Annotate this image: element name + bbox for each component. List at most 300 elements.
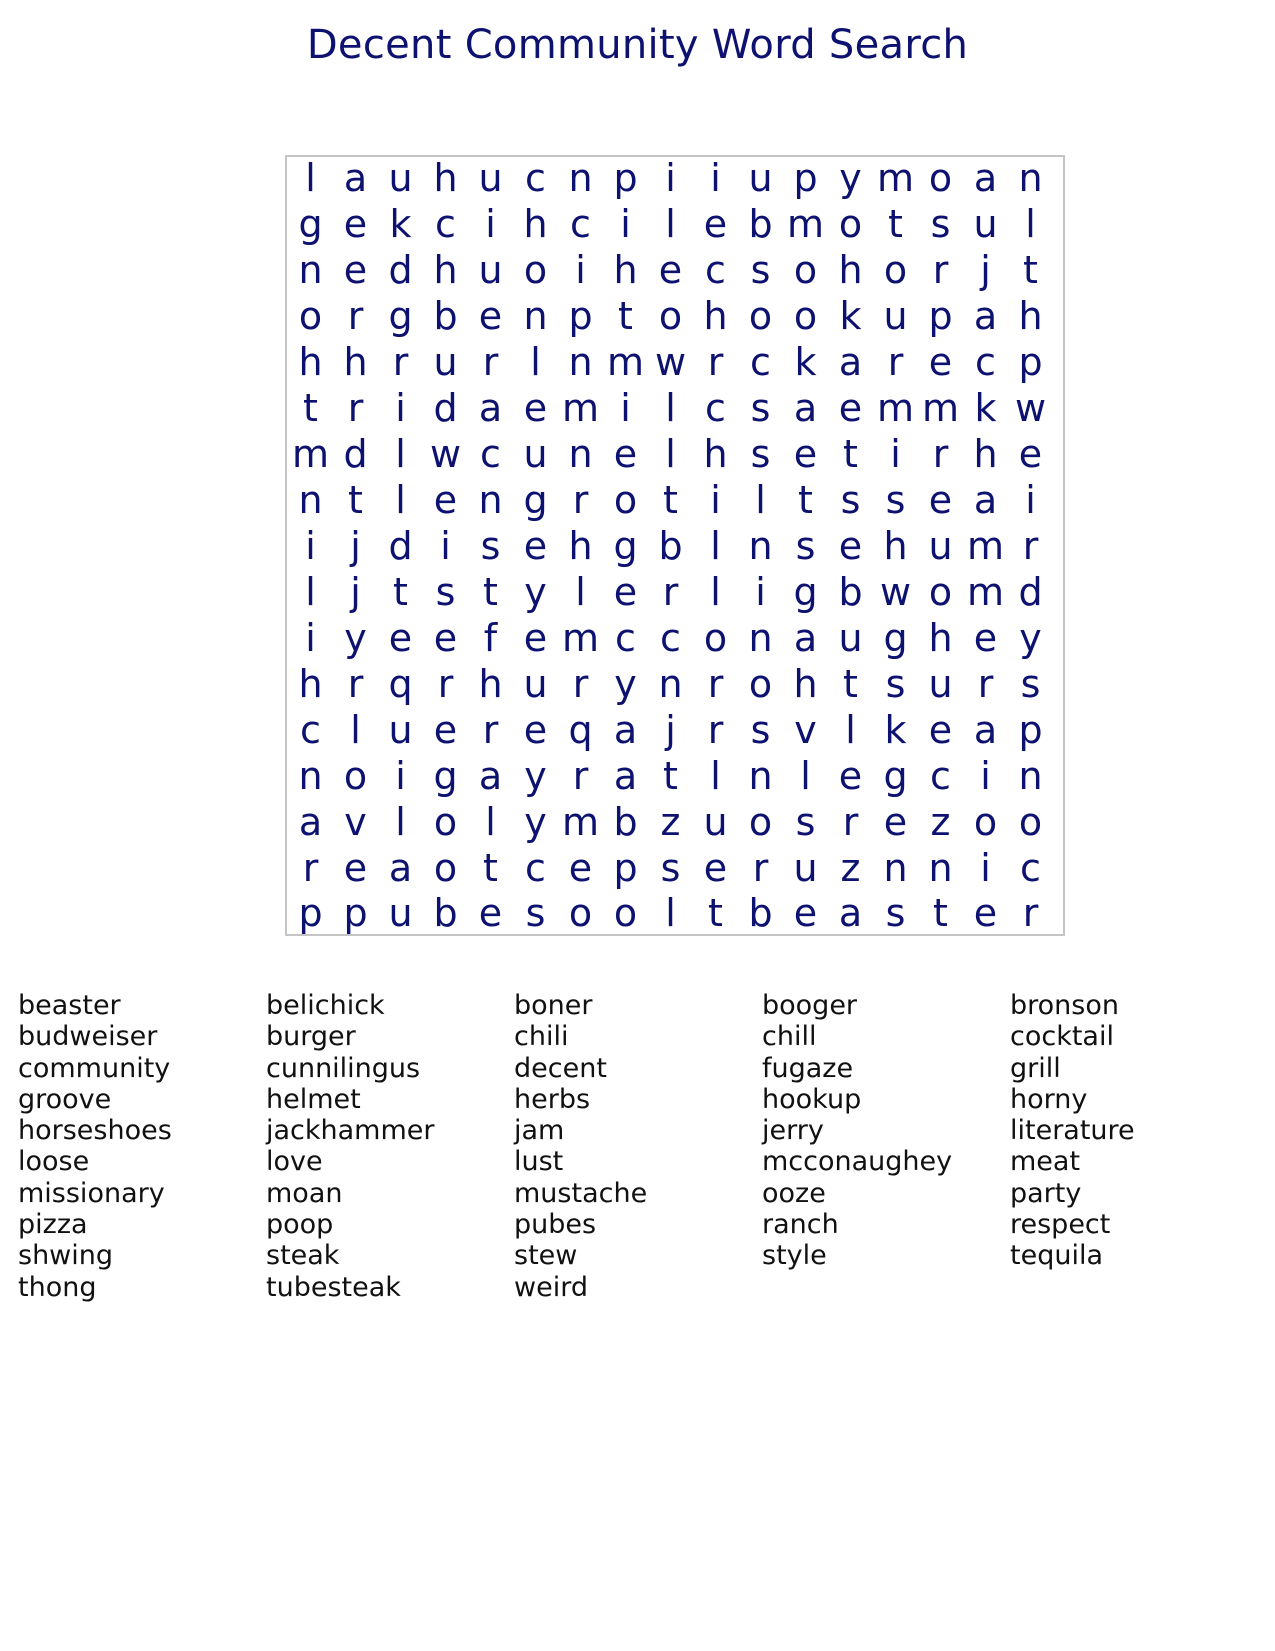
grid-letter[interactable]: l xyxy=(395,432,406,477)
grid-letter[interactable]: j xyxy=(665,707,676,752)
grid-letter[interactable]: t xyxy=(798,478,813,523)
grid-letter[interactable]: l xyxy=(800,753,811,798)
grid-letter[interactable]: n xyxy=(298,248,323,293)
grid-letter[interactable]: r xyxy=(572,753,589,798)
grid-letter[interactable]: c xyxy=(930,753,951,798)
grid-letter[interactable]: c xyxy=(705,248,726,293)
grid-letter[interactable]: l xyxy=(710,523,721,568)
grid-letter[interactable]: w xyxy=(1014,386,1047,431)
grid-row xyxy=(288,707,1053,753)
grid-letter[interactable]: e xyxy=(928,340,953,385)
grid-letter[interactable]: a xyxy=(838,891,863,936)
grid-letter[interactable]: a xyxy=(973,478,998,523)
grid-letter[interactable]: u xyxy=(478,248,503,293)
grid-letter[interactable]: i xyxy=(440,523,451,568)
grid-letter[interactable]: a xyxy=(613,707,638,752)
grid-letter[interactable]: m xyxy=(561,615,600,660)
grid-letter[interactable]: m xyxy=(561,799,600,844)
grid-letter[interactable]: o xyxy=(433,845,458,890)
grid-letter[interactable]: h xyxy=(883,523,908,568)
grid-letter[interactable]: s xyxy=(750,432,771,477)
grid-letter[interactable]: g xyxy=(883,615,908,660)
grid-letter[interactable]: h xyxy=(298,661,323,706)
grid-letter[interactable]: h xyxy=(478,661,503,706)
grid-letter[interactable]: t xyxy=(483,569,498,614)
grid-letter[interactable]: i xyxy=(485,202,496,247)
grid-letter[interactable]: a xyxy=(478,386,503,431)
grid-letter[interactable]: s xyxy=(750,386,771,431)
grid-letter[interactable]: i xyxy=(1025,478,1036,523)
grid-letter[interactable]: p xyxy=(613,156,638,201)
grid-letter[interactable]: h xyxy=(793,661,818,706)
grid-letter[interactable]: p xyxy=(613,845,638,890)
grid-letter[interactable]: o xyxy=(748,799,773,844)
grid-letter[interactable]: y xyxy=(839,156,862,201)
grid-letter[interactable]: w xyxy=(429,432,462,477)
grid-letter[interactable]: e xyxy=(388,615,413,660)
grid-letter[interactable]: i xyxy=(575,248,586,293)
grid-letter[interactable]: m xyxy=(966,523,1005,568)
grid-letter[interactable]: e xyxy=(838,753,863,798)
grid-letter[interactable]: r xyxy=(1022,891,1039,936)
grid-letter[interactable]: n xyxy=(568,432,593,477)
word-list-item: moan xyxy=(266,1177,343,1209)
grid-letter[interactable]: r xyxy=(302,845,319,890)
grid-letter[interactable]: r xyxy=(347,294,364,339)
grid-letter[interactable]: p xyxy=(1018,707,1043,752)
grid-letter[interactable]: b xyxy=(838,569,863,614)
grid-letter[interactable]: i xyxy=(305,523,316,568)
grid-letter[interactable]: t xyxy=(1023,248,1038,293)
grid-letter[interactable]: r xyxy=(752,845,769,890)
grid-letter[interactable]: i xyxy=(305,615,316,660)
grid-letter[interactable]: l xyxy=(395,799,406,844)
grid-letter[interactable]: a xyxy=(973,156,998,201)
grid-letter[interactable]: e xyxy=(613,569,638,614)
grid-letter[interactable]: b xyxy=(433,294,458,339)
grid-letter[interactable]: e xyxy=(793,891,818,936)
grid-letter[interactable]: n xyxy=(1018,753,1043,798)
grid-letter[interactable]: u xyxy=(478,156,503,201)
grid-letter[interactable]: s xyxy=(795,523,816,568)
grid-letter[interactable]: k xyxy=(839,294,862,339)
grid-letter[interactable]: l xyxy=(305,569,316,614)
grid-letter[interactable]: r xyxy=(572,478,589,523)
grid-letter[interactable]: o xyxy=(838,202,863,247)
grid-letter[interactable]: e xyxy=(433,615,458,660)
grid-letter[interactable]: r xyxy=(392,340,409,385)
grid-letter[interactable]: l xyxy=(1025,202,1036,247)
grid-letter[interactable]: r xyxy=(707,707,724,752)
grid-letter[interactable]: s xyxy=(930,202,951,247)
grid-letter[interactable]: s xyxy=(435,569,456,614)
grid-letter[interactable]: e xyxy=(883,799,908,844)
grid-letter[interactable]: r xyxy=(437,661,454,706)
grid-row xyxy=(288,891,1053,937)
grid-letter[interactable]: o xyxy=(658,294,683,339)
grid-letter[interactable]: n xyxy=(883,845,908,890)
grid-letter[interactable]: i xyxy=(890,432,901,477)
grid-letter[interactable]: e xyxy=(568,845,593,890)
grid-letter[interactable]: y xyxy=(344,615,367,660)
grid-letter[interactable]: e xyxy=(433,478,458,523)
grid-letter[interactable]: l xyxy=(845,707,856,752)
grid-letter[interactable]: j xyxy=(980,248,991,293)
grid-letter[interactable]: h xyxy=(433,248,458,293)
grid-letter[interactable]: s xyxy=(885,661,906,706)
grid-letter[interactable]: e xyxy=(523,386,548,431)
grid-letter[interactable]: t xyxy=(348,478,363,523)
grid-letter[interactable]: y xyxy=(524,799,547,844)
grid-letter[interactable]: e xyxy=(478,294,503,339)
grid-letter[interactable]: i xyxy=(980,753,991,798)
grid-letter[interactable]: h xyxy=(703,432,728,477)
grid-letter[interactable]: y xyxy=(1019,615,1042,660)
grid-letter[interactable]: s xyxy=(750,248,771,293)
grid-letter[interactable]: e xyxy=(343,202,368,247)
grid-letter[interactable]: e xyxy=(793,432,818,477)
grid-letter[interactable]: h xyxy=(433,156,458,201)
grid-letter[interactable]: t xyxy=(393,569,408,614)
grid-letter[interactable]: u xyxy=(748,156,773,201)
grid-letter[interactable]: i xyxy=(620,386,631,431)
word-list-item: stew xyxy=(514,1240,578,1272)
grid-letter[interactable]: r xyxy=(572,661,589,706)
grid-letter[interactable]: o xyxy=(1018,799,1043,844)
grid-letter[interactable]: n xyxy=(523,294,548,339)
grid-letter[interactable]: l xyxy=(305,156,316,201)
grid-letter[interactable]: i xyxy=(665,156,676,201)
grid-letter[interactable]: d xyxy=(388,248,413,293)
grid-letter[interactable]: r xyxy=(887,340,904,385)
grid-letter[interactable]: u xyxy=(883,294,908,339)
grid-letter[interactable]: e xyxy=(928,707,953,752)
grid-letter[interactable]: e xyxy=(613,432,638,477)
grid-letter[interactable]: i xyxy=(620,202,631,247)
grid-letter[interactable]: m xyxy=(291,432,330,477)
grid-letter[interactable]: t xyxy=(708,891,723,936)
grid-letter[interactable]: a xyxy=(478,753,503,798)
grid-letter[interactable]: e xyxy=(1018,432,1043,477)
grid-letter[interactable]: a xyxy=(298,799,323,844)
grid-letter[interactable]: y xyxy=(524,569,547,614)
grid-letter[interactable]: c xyxy=(750,340,771,385)
grid-letter[interactable]: j xyxy=(350,569,361,614)
grid-letter[interactable]: o xyxy=(748,661,773,706)
grid-letter[interactable]: e xyxy=(478,891,503,936)
grid-letter[interactable]: l xyxy=(575,569,586,614)
grid-letter[interactable]: g xyxy=(883,753,908,798)
grid-letter[interactable]: n xyxy=(748,753,773,798)
grid-letter[interactable]: l xyxy=(710,753,721,798)
grid-letter[interactable]: r xyxy=(842,799,859,844)
grid-letter[interactable]: c xyxy=(300,707,321,752)
grid-letter[interactable]: s xyxy=(525,891,546,936)
grid-letter[interactable]: w xyxy=(654,340,687,385)
grid-letter[interactable]: p xyxy=(568,294,593,339)
grid-letter[interactable]: w xyxy=(879,569,912,614)
grid-letter[interactable]: l xyxy=(395,478,406,523)
grid-letter[interactable]: u xyxy=(838,615,863,660)
grid-letter[interactable]: n xyxy=(658,661,683,706)
grid-letter[interactable]: u xyxy=(793,845,818,890)
grid-letter[interactable]: k xyxy=(389,202,412,247)
grid-letter[interactable]: c xyxy=(705,386,726,431)
grid-letter[interactable]: u xyxy=(388,156,413,201)
grid-letter[interactable]: u xyxy=(973,202,998,247)
grid-letter[interactable]: b xyxy=(433,891,458,936)
grid-letter[interactable]: o xyxy=(928,156,953,201)
grid-letter[interactable]: t xyxy=(888,202,903,247)
grid-letter[interactable]: u xyxy=(928,523,953,568)
grid-letter[interactable]: n xyxy=(298,478,323,523)
grid-letter[interactable]: a xyxy=(973,707,998,752)
grid-letter[interactable]: m xyxy=(786,202,825,247)
grid-letter[interactable]: o xyxy=(883,248,908,293)
grid-letter[interactable]: m xyxy=(921,386,960,431)
grid-letter[interactable]: c xyxy=(570,202,591,247)
word-list-item: lust xyxy=(514,1146,564,1178)
grid-letter[interactable]: g xyxy=(523,478,548,523)
grid-letter[interactable]: o xyxy=(613,478,638,523)
word-column xyxy=(266,990,514,1303)
grid-letter[interactable]: o xyxy=(298,294,323,339)
grid-letter[interactable]: g xyxy=(793,569,818,614)
grid-letter[interactable]: o xyxy=(748,294,773,339)
grid-letter[interactable]: l xyxy=(350,707,361,752)
grid-letter[interactable]: i xyxy=(395,753,406,798)
grid-letter[interactable]: s xyxy=(885,891,906,936)
grid-letter[interactable]: h xyxy=(1018,294,1043,339)
grid-letter[interactable]: u xyxy=(388,707,413,752)
grid-letter[interactable]: a xyxy=(613,753,638,798)
grid-letter[interactable]: r xyxy=(482,340,499,385)
grid-letter[interactable]: t xyxy=(843,432,858,477)
grid-letter[interactable]: e xyxy=(838,523,863,568)
grid-letter[interactable]: e xyxy=(523,523,548,568)
grid-letter[interactable]: z xyxy=(930,799,951,844)
grid-letter[interactable]: t xyxy=(618,294,633,339)
grid-letter[interactable]: n xyxy=(748,523,773,568)
grid-letter[interactable]: r xyxy=(482,707,499,752)
grid-letter[interactable]: p xyxy=(1018,340,1043,385)
grid-letter[interactable]: i xyxy=(710,156,721,201)
grid-letter[interactable]: t xyxy=(663,753,678,798)
grid-letter[interactable]: n xyxy=(298,753,323,798)
grid-letter[interactable]: e xyxy=(928,478,953,523)
grid-letter[interactable]: r xyxy=(662,569,679,614)
grid-letter[interactable]: c xyxy=(975,340,996,385)
grid-letter[interactable]: t xyxy=(933,891,948,936)
grid-letter[interactable]: q xyxy=(568,707,593,752)
grid-letter[interactable]: n xyxy=(568,156,593,201)
grid-letter[interactable]: n xyxy=(1018,156,1043,201)
grid-letter[interactable]: o xyxy=(973,799,998,844)
grid-letter[interactable]: z xyxy=(840,845,861,890)
grid-letter[interactable]: c xyxy=(615,615,636,660)
grid-letter[interactable]: o xyxy=(343,753,368,798)
grid-letter[interactable]: d xyxy=(343,432,368,477)
grid-letter[interactable]: j xyxy=(350,523,361,568)
grid-letter[interactable]: t xyxy=(303,386,318,431)
grid-letter[interactable]: e xyxy=(838,386,863,431)
grid-letter[interactable]: d xyxy=(388,523,413,568)
grid-letter[interactable]: a xyxy=(973,294,998,339)
grid-letter[interactable]: g xyxy=(298,202,323,247)
grid-letter[interactable]: o xyxy=(793,248,818,293)
grid-letter[interactable]: p xyxy=(928,294,953,339)
grid-letter[interactable]: a xyxy=(343,156,368,201)
grid-letter[interactable]: u xyxy=(703,799,728,844)
grid-letter[interactable]: e xyxy=(523,615,548,660)
grid-letter[interactable]: e xyxy=(343,845,368,890)
grid-letter[interactable]: l xyxy=(710,569,721,614)
grid-letter[interactable]: l xyxy=(665,891,676,936)
grid-letter[interactable]: l xyxy=(665,386,676,431)
word-list-item: missionary xyxy=(18,1177,165,1209)
grid-letter[interactable]: g xyxy=(613,523,638,568)
grid-letter[interactable]: u xyxy=(928,661,953,706)
grid-letter[interactable]: o xyxy=(928,569,953,614)
grid-letter[interactable]: t xyxy=(663,478,678,523)
word-list-item: shwing xyxy=(18,1240,114,1272)
grid-letter[interactable]: m xyxy=(606,340,645,385)
grid-letter[interactable]: e xyxy=(433,707,458,752)
grid-letter[interactable]: i xyxy=(395,386,406,431)
grid-letter[interactable]: h xyxy=(343,340,368,385)
grid-letter[interactable]: y xyxy=(614,661,637,706)
grid-letter[interactable]: l xyxy=(755,478,766,523)
grid-letter[interactable]: c xyxy=(660,615,681,660)
grid-letter[interactable]: p xyxy=(343,891,368,936)
grid-letter[interactable]: h xyxy=(703,294,728,339)
grid-letter[interactable]: f xyxy=(483,615,498,660)
grid-letter[interactable]: m xyxy=(561,386,600,431)
grid-letter[interactable]: r xyxy=(707,340,724,385)
grid-letter[interactable]: l xyxy=(530,340,541,385)
grid-letter[interactable]: b xyxy=(748,202,773,247)
grid-letter[interactable]: b xyxy=(748,891,773,936)
grid-letter[interactable]: g xyxy=(433,753,458,798)
grid-letter[interactable]: a xyxy=(838,340,863,385)
grid-letter[interactable]: h xyxy=(973,432,998,477)
grid-letter[interactable]: r xyxy=(1022,523,1039,568)
grid-letter[interactable]: k xyxy=(794,340,817,385)
grid-letter[interactable]: a xyxy=(388,845,413,890)
grid-letter[interactable]: y xyxy=(524,753,547,798)
grid-letter[interactable]: s xyxy=(795,799,816,844)
grid-letter[interactable]: d xyxy=(433,386,458,431)
grid-letter[interactable]: l xyxy=(485,799,496,844)
grid-letter[interactable]: l xyxy=(665,432,676,477)
grid-letter[interactable]: d xyxy=(1018,569,1043,614)
grid-letter[interactable]: h xyxy=(298,340,323,385)
grid-letter[interactable]: n xyxy=(568,340,593,385)
grid-letter[interactable]: o xyxy=(703,615,728,660)
grid-letter[interactable]: z xyxy=(660,799,681,844)
grid-letter[interactable]: h xyxy=(838,248,863,293)
grid-letter[interactable]: c xyxy=(525,845,546,890)
grid-letter[interactable]: c xyxy=(525,156,546,201)
grid-letter[interactable]: c xyxy=(1020,845,1041,890)
grid-letter[interactable]: o xyxy=(433,799,458,844)
grid-letter[interactable]: h xyxy=(613,248,638,293)
grid-letter[interactable]: m xyxy=(876,156,915,201)
grid-letter[interactable]: e xyxy=(703,845,728,890)
grid-letter[interactable]: v xyxy=(794,707,817,752)
grid-letter[interactable]: t xyxy=(483,845,498,890)
grid-letter[interactable]: r xyxy=(932,432,949,477)
grid-letter[interactable]: h xyxy=(568,523,593,568)
grid-letter[interactable]: v xyxy=(344,799,367,844)
grid-letter[interactable]: c xyxy=(435,202,456,247)
grid-letter[interactable]: a xyxy=(793,386,818,431)
grid-letter[interactable]: r xyxy=(707,661,724,706)
grid-letter[interactable]: r xyxy=(977,661,994,706)
grid-letter[interactable]: r xyxy=(932,248,949,293)
grid-letter[interactable]: s xyxy=(840,478,861,523)
grid-letter[interactable]: o xyxy=(523,248,548,293)
grid-letter[interactable]: e xyxy=(343,248,368,293)
grid-letter[interactable]: u xyxy=(388,891,413,936)
grid-letter[interactable]: t xyxy=(843,661,858,706)
grid-letter[interactable]: i xyxy=(755,569,766,614)
grid-letter[interactable]: h xyxy=(928,615,953,660)
grid-letter[interactable]: o xyxy=(613,891,638,936)
grid-letter[interactable]: u xyxy=(523,432,548,477)
grid-letter[interactable]: s xyxy=(1020,661,1041,706)
grid-letter[interactable]: r xyxy=(347,386,364,431)
grid-letter[interactable]: o xyxy=(793,294,818,339)
word-list-item: horseshoes xyxy=(18,1115,172,1147)
grid-letter[interactable]: i xyxy=(710,478,721,523)
grid-letter[interactable]: s xyxy=(885,478,906,523)
grid-letter[interactable]: o xyxy=(568,891,593,936)
grid-letter[interactable]: e xyxy=(658,248,683,293)
grid-letter[interactable]: u xyxy=(433,340,458,385)
grid-letter[interactable]: k xyxy=(884,707,907,752)
word-column xyxy=(18,990,266,1303)
grid-letter[interactable]: e xyxy=(703,202,728,247)
grid-letter[interactable]: l xyxy=(665,202,676,247)
grid-letter[interactable]: g xyxy=(388,294,413,339)
grid-letter[interactable]: r xyxy=(347,661,364,706)
grid-letter[interactable]: e xyxy=(973,891,998,936)
grid-letter[interactable]: c xyxy=(480,432,501,477)
grid-letter[interactable]: s xyxy=(660,845,681,890)
grid-letter[interactable]: p xyxy=(298,891,323,936)
grid-letter[interactable]: q xyxy=(388,661,413,706)
grid-letter[interactable]: e xyxy=(973,615,998,660)
grid-letter[interactable]: s xyxy=(750,707,771,752)
grid-letter[interactable]: m xyxy=(966,569,1005,614)
grid-letter[interactable]: n xyxy=(748,615,773,660)
grid-letter[interactable]: s xyxy=(480,523,501,568)
grid-letter[interactable]: k xyxy=(974,386,997,431)
grid-letter[interactable]: b xyxy=(613,799,638,844)
grid-letter[interactable]: h xyxy=(523,202,548,247)
word-list-item: horny xyxy=(1010,1083,1088,1115)
grid-letter[interactable]: b xyxy=(658,523,683,568)
grid-letter[interactable]: e xyxy=(523,707,548,752)
grid-letter[interactable]: n xyxy=(928,845,953,890)
grid-letter[interactable]: u xyxy=(523,661,548,706)
grid-letter[interactable]: n xyxy=(478,478,503,523)
grid-letter[interactable]: i xyxy=(980,845,991,890)
grid-letter[interactable]: p xyxy=(793,156,818,201)
grid-letter[interactable]: a xyxy=(793,615,818,660)
grid-letter[interactable]: m xyxy=(876,386,915,431)
